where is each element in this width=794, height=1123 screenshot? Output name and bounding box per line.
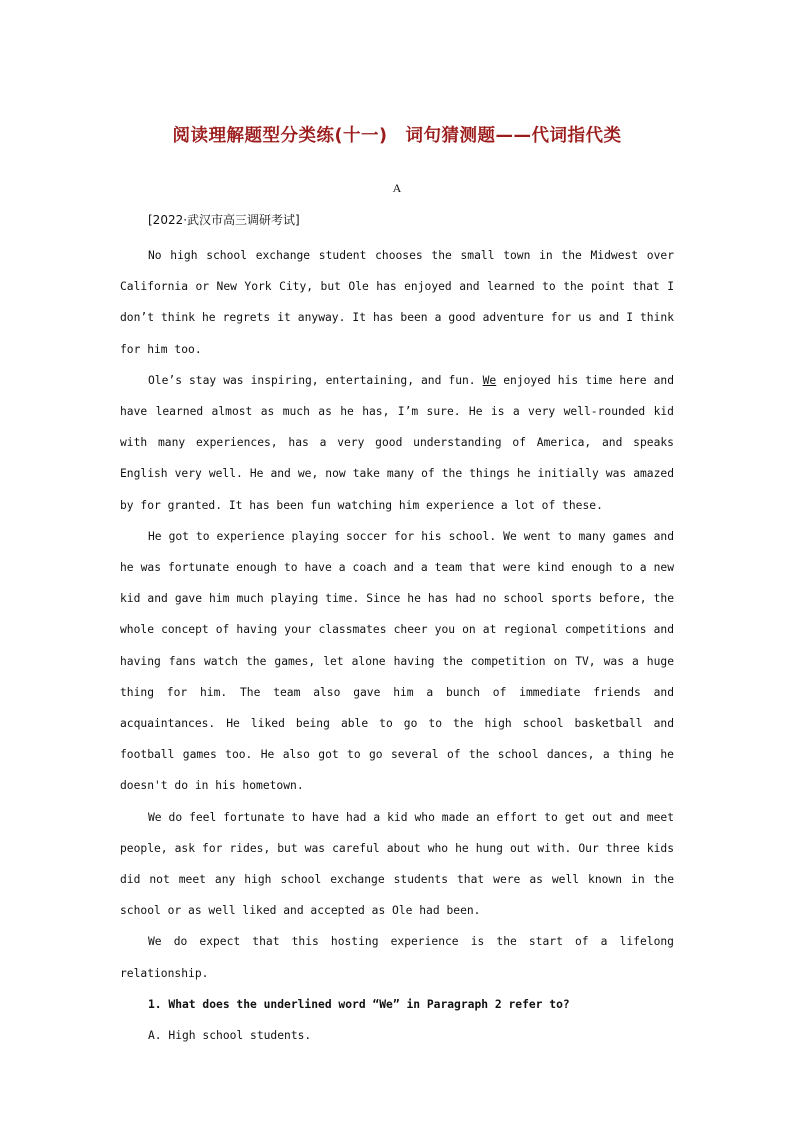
underlined-word: We [482,373,497,387]
section-letter: A [392,181,402,195]
exam-source: [2022·武汉市高三调研考试] [148,213,300,227]
page-title: 阅读理解题型分类练(十一) 词句猜测题——代词指代类 [172,126,622,146]
paragraph-2 [120,365,674,521]
paragraph-5: We do expect that this hosting experience is the start of a lifelong relationship. [120,935,674,980]
paragraph-4: We do feel fortunate to have had a kid who made an effort to get out and meet people, ask for rides, but was careful about who he hung out with. Our three kids did not meet any high school exchange students that were as well known in the school or as well liked and accepted as Ole had been. [120,810,674,918]
paragraph-2-start: Ole’s stay was inspiring, entertaining, and fun. [148,373,483,387]
paragraph-2-rest: enjoyed his time here and have learned almost as much as he has, I’m sure. He is a very well-rounded kid with many experiences, has a very good understanding of America, and speaks English very well. He and we, now take many of the things he initially was amazed by for granted. It has been fun watching him experience a lot of these. [120,373,675,512]
question-1: 1. What does the underlined word “We” in Paragraph 2 refer to? [148,997,570,1011]
reading-passage [120,240,674,1051]
paragraph-3: He got to experience playing soccer for his school. We went to many games and he was fortunate enough to have a coach and a team that were kind enough to a new kid and gave him much playing time. Since he has had no school sports before, the whole concept of having your classmates cheer you on at regional competitions and having fans watch the games, let alone having the competition on TV, was a huge thing for him. The team also gave him a bunch of immediate friends and acquaintances. He liked being able to go to the high school basketball and football games too. He also got to go several of the school dances, a thing he doesn't do in his hometown. [120,529,674,793]
paragraph-1: No high school exchange student chooses the small town in the Midwest over California or New York City, but Ole has enjoyed and learned to the point that I don’t think he regrets it anyway. It has been a good adventure for us and I think for him too. [120,249,674,356]
option-a: A. High school students. [148,1029,312,1043]
